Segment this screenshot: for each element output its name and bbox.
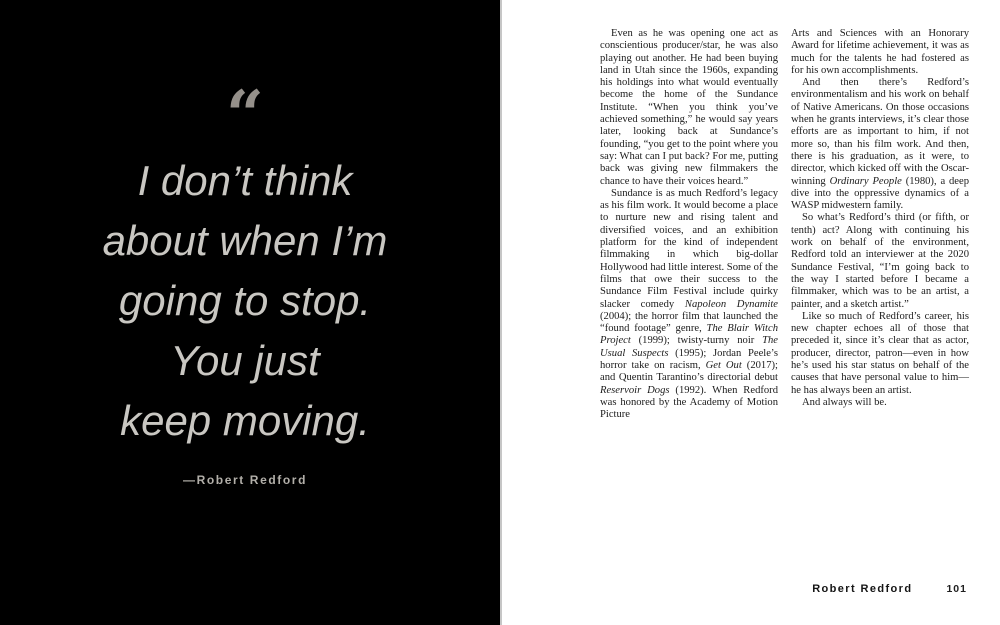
film-title: The Usual Suspects <box>600 335 778 359</box>
body-text: (1995); Jordan Peele’s horror take on racism, <box>600 347 778 372</box>
film-title: Napoleon Dynamite <box>684 298 778 310</box>
running-head: Robert Redford <box>812 583 913 595</box>
page-footer <box>812 583 967 595</box>
body-text: (2004); the horror film that launched the “found footage” genre, <box>600 310 778 335</box>
body-text: Arts and Sciences with an Honorary Award for lifetime achievement, it was as much for the talents he had fostered as for his own accomplishments. <box>791 28 969 76</box>
body-text: And then there’s Redford’s environmentalism and his work on behalf of Native Americans. On those occasions when he grants interviews, it’s clear those efforts are as important to him, if not more so, than his film work. And then, there is his graduation, as it were, to director, which kicked off with the Oscar-winning <box>791 77 969 187</box>
body-text: (1999); twisty-turny noir <box>630 335 763 347</box>
body-paragraph <box>791 311 969 397</box>
body-paragraph <box>600 188 778 422</box>
page-number: 101 <box>946 583 967 595</box>
pull-quote <box>0 76 490 487</box>
quote-text <box>0 151 490 451</box>
article-body <box>600 28 970 422</box>
film-title: Reservoir Dogs <box>600 384 670 396</box>
film-title: Ordinary People <box>829 175 902 187</box>
quote-line: keep moving. <box>120 397 370 444</box>
quote-line: I don’t think <box>137 157 353 204</box>
quote-attribution: —Robert Redford <box>183 473 307 487</box>
body-paragraph <box>791 77 969 212</box>
body-text: (2017); and Quentin Tarantino’s directorial debut <box>600 360 778 384</box>
film-title: The Blair Witch Project <box>600 323 778 347</box>
body-text: Even as he was opening one act as conscientious producer/star, he was also playing out another. He had been buying land in Utah since the 1960s, expanding his holdings into what would eventually become the home of the Sundance Institute. “When you think you’ve achieved something,” he would say years later, looking back at Sundance’s founding, “you get to the point where you say: What can I put back? For me, putting back was giving new filmmakers the chance to have their voices heard.” <box>600 28 778 187</box>
open-quote-icon: “ <box>226 76 264 154</box>
body-paragraph <box>600 28 778 188</box>
quote-line: You just <box>170 337 320 384</box>
body-text: (1992). When Redford was honored by the Academy of Motion Picture <box>600 384 779 421</box>
body-text: Sundance is as much Redford’s legacy as his film work. It would become a place to nurture new and rising talent and diversified voices, and an exhibition platform for the kind of independent filmmaking in which big-dollar Hollywood had little interest. Some of the films that owe their success to the Sundance Film Festival include quirky slacker comedy <box>600 187 779 310</box>
quote-line: about when I’m <box>102 217 388 264</box>
body-text: (1980), a deep dive into the oppressive dynamics of a WASP midwestern family. <box>791 175 969 212</box>
film-title: Get Out <box>705 360 742 372</box>
body-text: Like so much of Redford’s career, his new chapter echoes all of those that preceded it, since it’s clear that as actor, producer, director, patron—even in how he’s used his star status on behalf of the causes that have personal value to him—he has always been an artist. <box>791 310 969 396</box>
body-paragraph <box>791 397 969 409</box>
body-paragraph <box>791 212 969 310</box>
right-page <box>500 0 1000 625</box>
body-text: So what’s Redford’s third (or fifth, or tenth) act? Along with continuing his work on behalf of the environment, Redford told an interviewer at the 2020 Sundance Festival, “I’m going back to the way I started before I became a filmmaker, which was to be an artist, a painter, and a sketch artist.” <box>791 212 969 310</box>
quote-line: going to stop. <box>118 277 372 324</box>
text-column-2 <box>791 28 969 422</box>
body-paragraph <box>791 28 969 77</box>
body-text: And always will be. <box>802 396 887 408</box>
text-column-1 <box>600 28 778 422</box>
